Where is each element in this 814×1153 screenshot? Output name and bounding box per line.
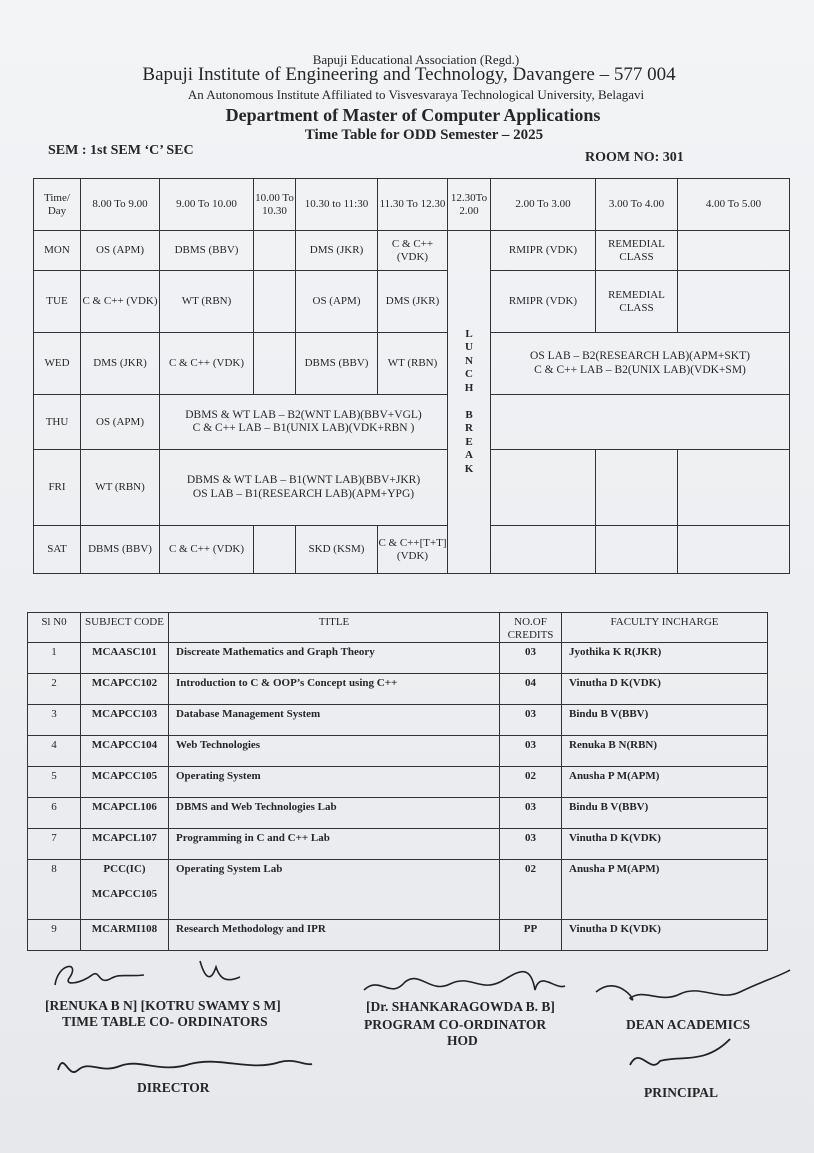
day-label: TUE — [34, 271, 81, 333]
principal-signature — [620, 1035, 740, 1085]
title: Introduction to C & OOP’s Concept using C++ — [169, 674, 500, 705]
cell: OS (APM) — [81, 395, 160, 450]
hod-label: HOD — [447, 1033, 478, 1048]
table-row — [28, 736, 768, 767]
cell: REMEDIAL CLASS — [596, 271, 678, 333]
cell: C & C++[T+T] (VDK) — [378, 526, 448, 574]
head-slot-5: 11.30 To 12.30 — [378, 179, 448, 231]
lab-line: DBMS & WT LAB – B1(WNT LAB)(BBV+JKR) — [186, 474, 421, 487]
semester-label: SEM : 1st SEM ‘C’ SEC — [48, 143, 194, 158]
fri-lab-block — [160, 450, 448, 526]
day-label: WED — [34, 333, 81, 395]
room-number: ROOM NO: 301 — [585, 150, 684, 165]
association-name: Bapuji Educational Association (Regd.) — [312, 52, 520, 67]
head-title: TITLE — [169, 613, 500, 643]
head-slot-2: 9.00 To 10.00 — [160, 179, 254, 231]
credits: PP — [500, 920, 562, 951]
day-label: FRI — [34, 450, 81, 526]
code: MCAPCL106 — [81, 798, 169, 829]
timetable-header-row — [34, 179, 790, 231]
cell: C & C++ (VDK) — [81, 271, 160, 333]
cell: C & C++ (VDK) — [160, 333, 254, 395]
lab-line: C & C++ LAB – B1(UNIX LAB)(VDK+RBN ) — [192, 422, 415, 434]
sl: 7 — [28, 829, 81, 860]
cell: DBMS (BBV) — [160, 231, 254, 271]
credits: 03 — [500, 705, 562, 736]
head-code: SUBJECT CODE — [81, 613, 169, 643]
credits: 02 — [500, 767, 562, 798]
credits: 03 — [500, 829, 562, 860]
affiliation-text: An Autonomous Institute Affiliated to Visvesvaraya Technological University, Belagavi — [187, 87, 645, 102]
cell — [254, 526, 296, 574]
table-row — [28, 920, 768, 951]
faculty: Jyothika K R(JKR) — [562, 643, 768, 674]
credits: 03 — [500, 736, 562, 767]
credits: 03 — [500, 798, 562, 829]
head-sl: Sl N0 — [28, 613, 81, 643]
wed-lab-block — [491, 333, 790, 395]
head-credits: NO.OF CREDITS — [500, 613, 562, 643]
title: Operating System — [169, 767, 500, 798]
code: MCARMI108 — [81, 920, 169, 951]
cell — [678, 271, 790, 333]
code: MCAPCL107 — [81, 829, 169, 860]
cell: DMS (JKR) — [296, 231, 378, 271]
head-slot-3: 10.00 To 10.30 — [254, 179, 296, 231]
cell: RMIPR (VDK) — [491, 271, 596, 333]
sl: 6 — [28, 798, 81, 829]
cell — [254, 231, 296, 271]
director-label: DIRECTOR — [137, 1080, 210, 1095]
cell: DBMS (BBV) — [296, 333, 378, 395]
code-line: MCAPCC105 — [91, 887, 158, 900]
credits: 04 — [500, 674, 562, 705]
cell: DMS (JKR) — [378, 271, 448, 333]
table-row — [28, 798, 768, 829]
subject-table — [27, 612, 768, 951]
sl: 4 — [28, 736, 81, 767]
table-row — [28, 674, 768, 705]
faculty: Bindu B V(BBV) — [562, 798, 768, 829]
coordinator-role: TIME TABLE CO- ORDINATORS — [62, 1014, 268, 1029]
head-slot-7: 2.00 To 3.00 — [491, 179, 596, 231]
day-label: THU — [34, 395, 81, 450]
sl: 3 — [28, 705, 81, 736]
table-row — [28, 829, 768, 860]
code-line: PCC(IC) — [103, 863, 146, 875]
lab-line: OS LAB – B2(RESEARCH LAB)(APM+SKT) — [530, 350, 750, 363]
cell: WT (RBN) — [378, 333, 448, 395]
day-label: MON — [34, 231, 81, 271]
faculty: Anusha P M(APM) — [562, 767, 768, 798]
table-row — [28, 643, 768, 674]
title: Web Technologies — [169, 736, 500, 767]
cell — [491, 450, 596, 526]
title: Programming in C and C++ Lab — [169, 829, 500, 860]
program-coordinator-name: [Dr. SHANKARAGOWDA B. B] — [366, 999, 555, 1014]
cell: C & C++ (VDK) — [378, 231, 448, 271]
sl: 8 — [28, 860, 81, 920]
head-slot-1: 8.00 To 9.00 — [81, 179, 160, 231]
cell: DBMS (BBV) — [81, 526, 160, 574]
head-faculty: FACULTY INCHARGE — [562, 613, 768, 643]
day-label: SAT — [34, 526, 81, 574]
title: Operating System Lab — [169, 860, 500, 920]
cell — [678, 526, 790, 574]
title: DBMS and Web Technologies Lab — [169, 798, 500, 829]
code: MCAPCC105 — [81, 767, 169, 798]
thu-lab-block — [160, 395, 448, 450]
cell — [596, 450, 678, 526]
cell — [491, 395, 790, 450]
head-slot-8: 3.00 To 4.00 — [596, 179, 678, 231]
code — [81, 860, 169, 920]
timetable-title: Time Table for ODD Semester – 2025 — [304, 127, 544, 143]
code: MCAPCC103 — [81, 705, 169, 736]
code: MCAPCC104 — [81, 736, 169, 767]
cell: OS (APM) — [296, 271, 378, 333]
row-wed — [34, 333, 790, 395]
program-coordinator-role: PROGRAM CO-ORDINATOR — [364, 1017, 547, 1032]
lab-line: DBMS & WT LAB – B2(WNT LAB)(BBV+VGL) — [185, 408, 422, 421]
faculty: Vinutha D K(VDK) — [562, 674, 768, 705]
sl: 1 — [28, 643, 81, 674]
dean-label: DEAN ACADEMICS — [626, 1017, 751, 1032]
coordinator-names: [RENUKA B N] [KOTRU SWAMY S M] — [45, 998, 281, 1013]
table-row — [28, 705, 768, 736]
faculty: Bindu B V(BBV) — [562, 705, 768, 736]
title: Database Management System — [169, 705, 500, 736]
head-slot-4: 10.30 to 11:30 — [296, 179, 378, 231]
dean-signature — [590, 968, 800, 1018]
table-row — [28, 860, 768, 920]
lab-line: OS LAB – B1(RESEARCH LAB)(APM+YPG) — [192, 487, 415, 500]
code: MCAASC101 — [81, 643, 169, 674]
cell: WT (RBN) — [81, 450, 160, 526]
cell: REMEDIAL CLASS — [596, 231, 678, 271]
row-fri — [34, 450, 790, 526]
title: Discreate Mathematics and Graph Theory — [169, 643, 500, 674]
cell: WT (RBN) — [160, 271, 254, 333]
cell — [678, 231, 790, 271]
lab-line: C & C++ LAB – B2(UNIX LAB)(VDK+SM) — [534, 363, 746, 376]
subject-header-row — [28, 613, 768, 643]
timetable — [33, 178, 790, 574]
sl: 5 — [28, 767, 81, 798]
table-row — [28, 767, 768, 798]
department-title: Department of Master of Computer Applications — [225, 105, 601, 125]
sl: 9 — [28, 920, 81, 951]
cell: C & C++ (VDK) — [160, 526, 254, 574]
cell — [491, 526, 596, 574]
cell: OS (APM) — [81, 231, 160, 271]
cell — [596, 526, 678, 574]
faculty: Vinutha D K(VDK) — [562, 920, 768, 951]
row-thu — [34, 395, 790, 450]
cell: DMS (JKR) — [81, 333, 160, 395]
row-mon — [34, 231, 790, 271]
row-sat — [34, 526, 790, 574]
lunch-break-label: L U N C H B R E A K — [464, 327, 474, 475]
cell — [254, 333, 296, 395]
head-slot-6: 12.30To 2.00 — [448, 179, 491, 231]
head-slot-9: 4.00 To 5.00 — [678, 179, 790, 231]
cell — [254, 271, 296, 333]
credits: 03 — [500, 643, 562, 674]
cell: SKD (KSM) — [296, 526, 378, 574]
principal-label: PRINCIPAL — [644, 1085, 718, 1100]
cell — [678, 450, 790, 526]
row-tue — [34, 271, 790, 333]
lunch-break — [448, 231, 491, 574]
credits: 02 — [500, 860, 562, 920]
title: Research Methodology and IPR — [169, 920, 500, 951]
head-day: Time/ Day — [34, 179, 81, 231]
faculty: Vinutha D K(VDK) — [562, 829, 768, 860]
cell: RMIPR (VDK) — [491, 231, 596, 271]
faculty: Anusha P M(APM) — [562, 860, 768, 920]
code: MCAPCC102 — [81, 674, 169, 705]
faculty: Renuka B N(RBN) — [562, 736, 768, 767]
sl: 2 — [28, 674, 81, 705]
institute-name: Bapuji Institute of Engineering and Technology, Davangere – 577 004 — [142, 64, 676, 85]
